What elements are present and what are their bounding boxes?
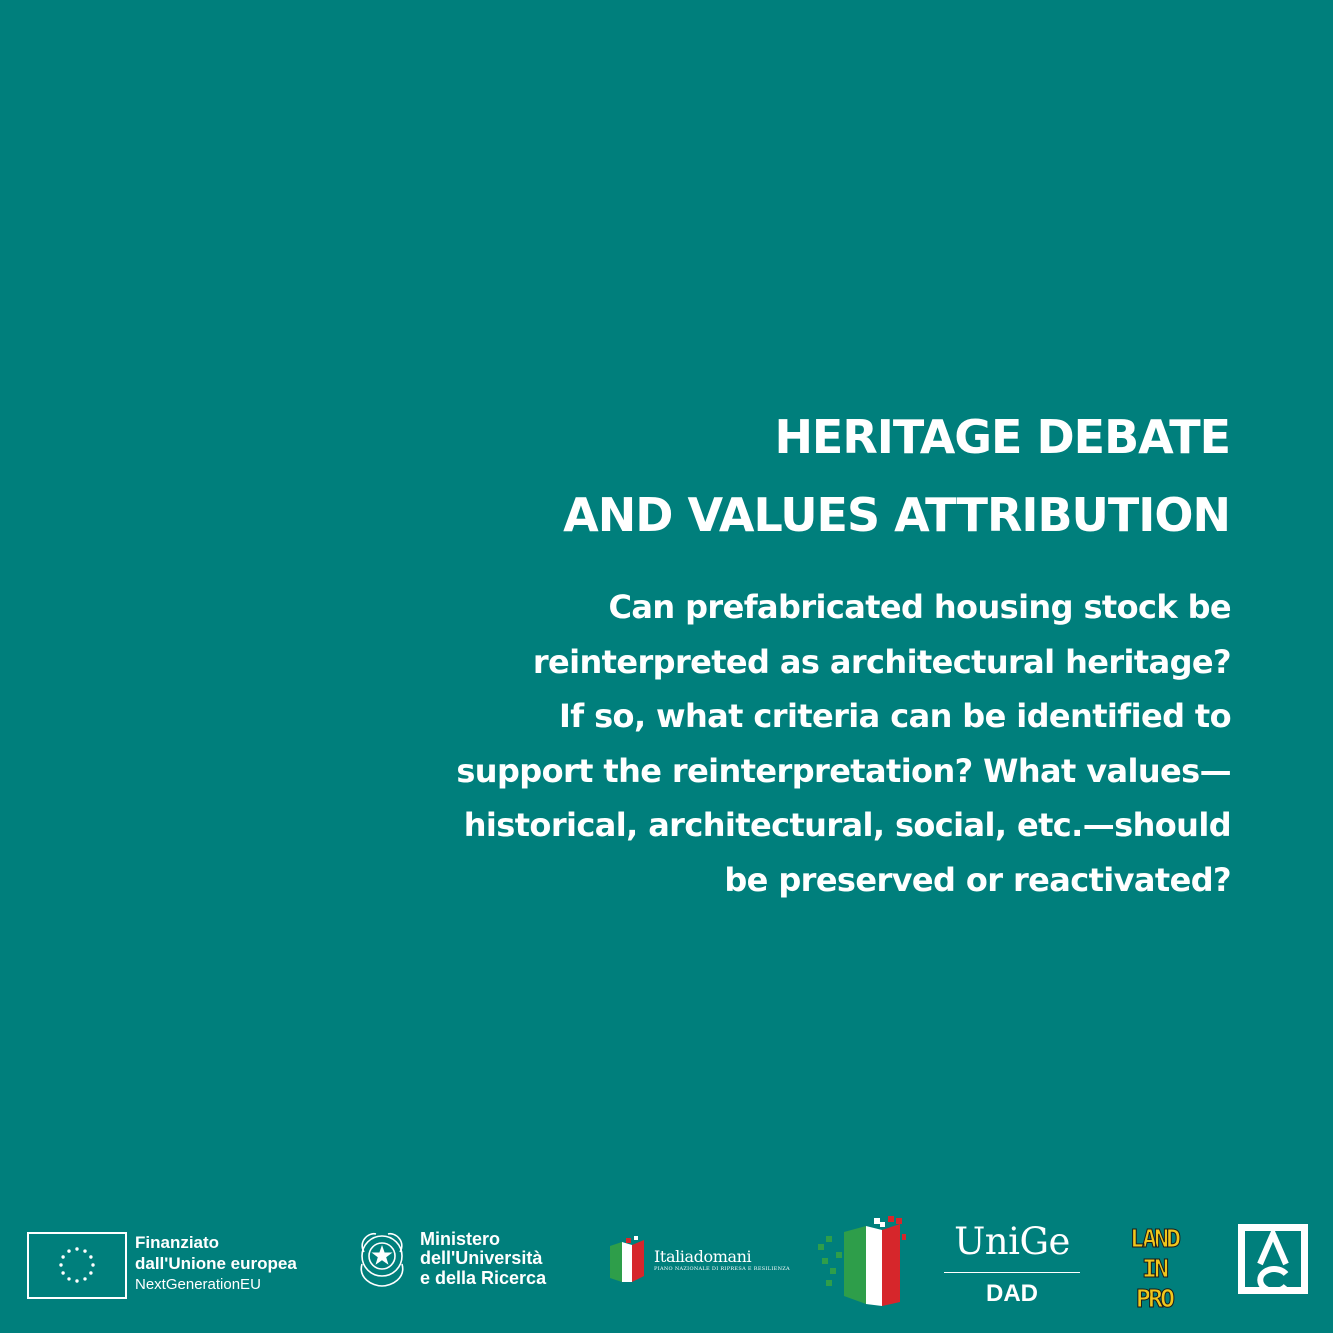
mur-line-2: dell'Università: [420, 1248, 543, 1269]
italiadomani-logo: [608, 1236, 790, 1284]
italiadomani-name: Italiadomani: [654, 1247, 752, 1266]
unige-divider: [944, 1272, 1080, 1273]
unige-dept: DAD: [986, 1280, 1038, 1307]
title-line-2: AND VALUES ATTRIBUTION: [563, 488, 1230, 542]
italiadomani-flag-icon: [608, 1236, 648, 1284]
eu-stars-flag-icon: [27, 1232, 127, 1299]
eu-line-2: dall'Unione europea: [135, 1254, 297, 1273]
mur-line-1: Ministero: [420, 1228, 501, 1249]
landinpro-line-2: IN: [1141, 1254, 1167, 1283]
eu-line-1: Finanziato: [135, 1233, 220, 1252]
question-line: support the reinterpretation? What values—: [456, 751, 1231, 790]
question-line: Can prefabricated housing stock be: [608, 588, 1231, 626]
eu-line-3: NextGenerationEU: [135, 1276, 261, 1293]
question-line: If so, what criteria can be identified to: [558, 697, 1231, 735]
unige-name: UniGe: [954, 1220, 1070, 1263]
pixel-italian-flag-icon: [816, 1216, 906, 1308]
landinpro-line-1: LAND: [1129, 1224, 1179, 1253]
research-question: [331, 580, 1231, 907]
landinpro-logo: [1118, 1224, 1190, 1314]
pixel-flag-logo: [816, 1216, 906, 1308]
question-line: historical, architectural, social, etc.—should: [463, 806, 1231, 844]
mur-line-3: e della Ricerca: [420, 1267, 547, 1288]
landinpro-line-3: PRO: [1135, 1284, 1173, 1313]
ministry-logo: [354, 1228, 546, 1290]
unige-logo: [944, 1218, 1080, 1311]
ac-logo: [1238, 1224, 1308, 1294]
title-line-1: HERITAGE DEBATE: [774, 410, 1230, 464]
eu-funding-logo: [27, 1232, 297, 1302]
question-line: be preserved or reactivated?: [724, 860, 1231, 899]
republic-emblem-icon: [354, 1228, 410, 1290]
question-line: reinterpreted as architectural heritage?: [532, 642, 1231, 681]
page-title: [330, 398, 1230, 554]
ac-monogram-icon: [1238, 1224, 1308, 1294]
italiadomani-subtitle: PIANO NAZIONALE DI RIPRESA E RESILIENZA: [654, 1266, 790, 1272]
